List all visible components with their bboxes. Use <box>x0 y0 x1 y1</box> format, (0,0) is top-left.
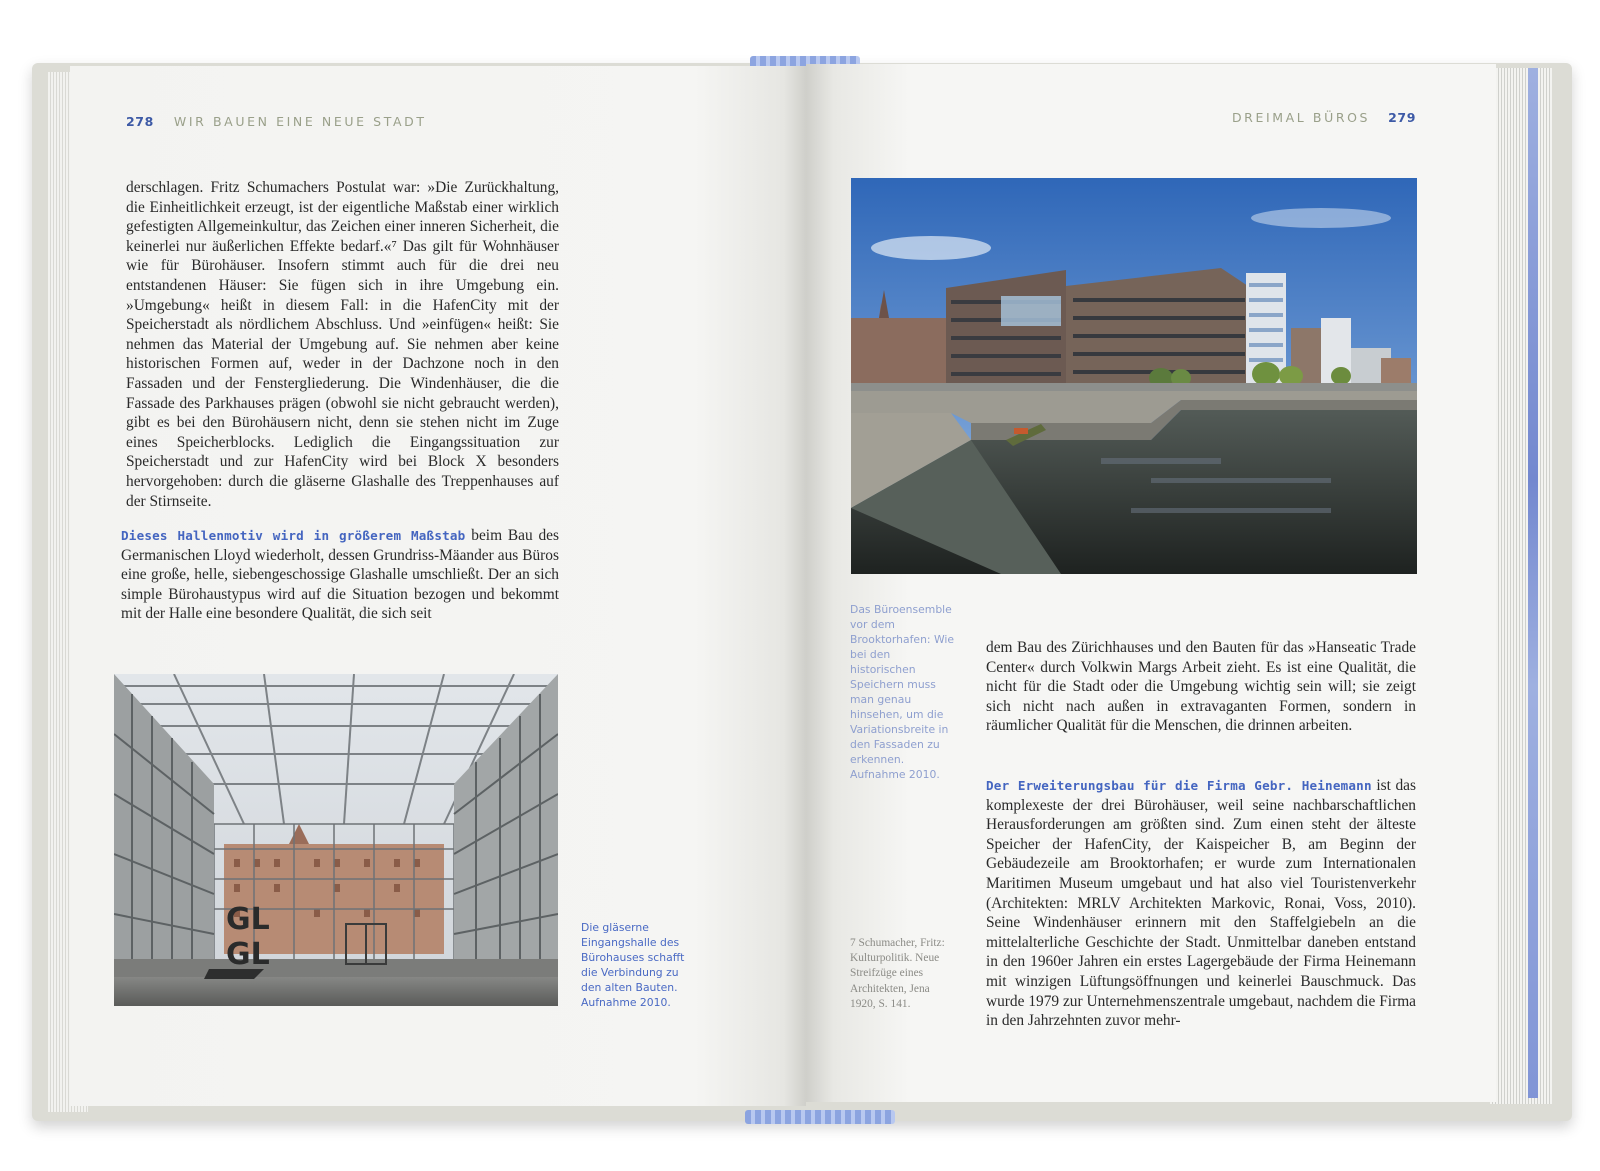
paragraph-lead-left: Dieses Hallenmotiv wird in größerem Maßstab <box>121 528 466 543</box>
running-head-left <box>126 114 427 129</box>
running-head-title-left: WIR BAUEN EINE NEUE STADT <box>173 114 427 129</box>
caption-right: Das Büroensemble vor dem Brooktorhafen: Wie bei den historischen Speichern muss man genau hinsehen, um die Variationsbreite in den Fassaden zu erkennen. Aufnahme 2010. <box>850 603 955 781</box>
paragraph-lead-right: Der Erweiterungsbau für die Firma Gebr. Heinemann <box>986 778 1372 793</box>
ribbon-bookmark-bottom <box>745 1110 895 1124</box>
caption-left: Die gläserne Eingangshalle des Bürohauses schafft die Verbindung zu den alten Bauten. Aufnahme 2010. <box>581 921 685 1009</box>
body-paragraph-2-right <box>986 776 1416 1031</box>
running-head-right <box>1232 110 1416 125</box>
paragraph-text-left: beim Bau des Germanischen Lloyd wiederholt, dessen Grundriss-Mäander aus Büros eine große, helle, siebengeschossige Glashalle umschließt. Der an sich simple Bürohaustypus wird auf die Situation bezogen und bekommt mit der Halle eine besondere Qualität, die sich seit <box>121 527 559 623</box>
page-number-left: 278 <box>126 114 154 129</box>
photo-glass-hall <box>114 674 558 1006</box>
page-number-right: 279 <box>1388 110 1416 125</box>
body-paragraph-2-left <box>121 526 559 624</box>
blue-page-edge <box>1528 68 1538 1098</box>
left-page <box>70 66 806 1106</box>
footnote-7: 7 Schumacher, Fritz: Kulturpolitik. Neue Streifzüge eines Architekten, Jena 1920, S. 141. <box>850 937 945 1010</box>
body-paragraph-1-left: derschlagen. Fritz Schumachers Postulat war: »Die Zurückhaltung, die Einheitlichkeit erzeugt, ist der eigentliche Maßstab einer wirklich gefestigten Allgemeinkultur, das Zeichen einer inneren Sicherheit, die keinerlei nur äußerlichen Effekte bedarf.«⁷ Das gilt für Wohnhäuser wie für Bürohäuser. Insofern stimmt auch für die drei neu entstandenen Häuser: Sie fügen sich in ihre Umgebung ein. »Umgebung« heißt in diesem Fall: in die HafenCity mit der Speicherstadt als nördlichem Abschluss. Und »einfügen« heißt: Sie nehmen das Material der Umgebung auf. Sie nehmen aber keine historischen Formen auf, weder in der Dachzone noch in den Fassaden und der Fenstergliederung. Die Windenhäuser, die die Fassade des Parkhauses prägen (obwohl sie nicht gebraucht werden), gibt es bei den Bürohäusern nicht, denn sie stehen nicht im Zuge eines Speicherblocks. Lediglich die Eingangssituation zur Speicherstadt und zur HafenCity wird bei Block X besonders hervorgehoben: durch die gläserne Glashalle des Treppenhauses auf der Stirnseite. <box>126 179 559 510</box>
right-page <box>806 64 1496 1102</box>
gl-sign-lower: GL <box>226 937 270 972</box>
paragraph-text-right: ist das komplexeste der drei Bürohäuser, weil seine nachbarschaftlichen Herausforderungen am größten sind. Zum einen steht der älteste Speicher der HafenCity, der Kaispeicher B, am Beginn der Gebäudezeile am Brooktorhafen; er wurde zum Internationalen Maritimen Museum umgebaut und hat also viel Touristenverkehr (Architekten: MRLV Architekten Markovic, Ronai, Voss, 2010). Seine Windenhäuser erinnern mit den Staffelgiebeln an die mittelalterliche Geschichte der Stadt. Unmittelbar daneben entstand in den 1960er Jahren ein erstes Lagergebäude der Firma Heinemann mit winzigen Lüftungsöffnungen und keinerlei Bauschmuck. Das wurde 1979 zur Unternehmenszentrale umgebaut, nachdem die Firma in den Jahrzehnten zuvor mehr- <box>986 777 1416 1030</box>
gl-sign-upper: GL <box>226 902 270 937</box>
running-head-title-right: DREIMAL BÜROS <box>1231 110 1371 125</box>
photo-office-ensemble <box>851 178 1417 574</box>
page-stack-right <box>1490 68 1552 1104</box>
body-paragraph-1-right: dem Bau des Zürichhauses und den Bauten für das »Hanseatic Trade Center« durch Volkwin Margs Arbeit zieht. Es ist eine Qualität, die nicht für die Stadt oder die Umgebung wichtig sein will; sie zeigt sich nicht nach außen in extravaganten Formen, sondern in räumlicher Qualität für die Menschen, die drinnen arbeiten. <box>986 639 1416 735</box>
